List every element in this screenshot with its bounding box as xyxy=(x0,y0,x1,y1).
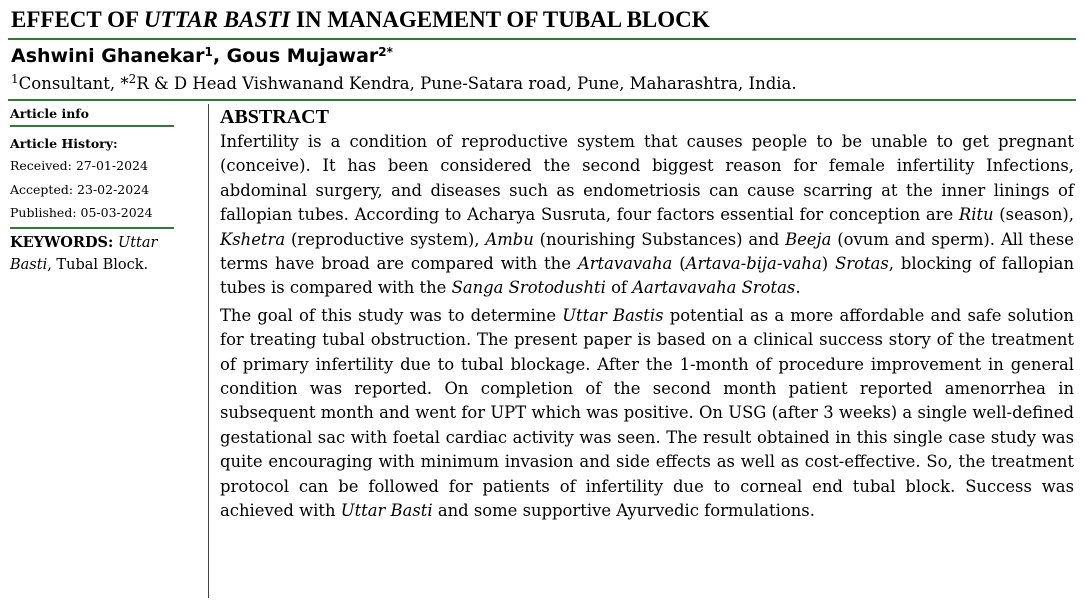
abstract-paragraph xyxy=(220,130,1074,301)
author-affiliation-mark: 2* xyxy=(378,45,393,59)
italic-term: Artavavaha xyxy=(577,254,673,274)
author-name: Ashwini Ghanekar xyxy=(11,45,205,67)
sidebar-divider xyxy=(10,227,174,229)
author-separator: , xyxy=(212,45,227,67)
italic-term: Ritu xyxy=(958,205,994,225)
paragraph-text: , blocking of fallopian tubes is compared with the xyxy=(220,254,1075,298)
title-italic: UTTAR BASTI xyxy=(143,7,291,32)
article-history-heading: Article History: xyxy=(10,136,118,151)
author-name: Gous Mujawar xyxy=(226,45,379,67)
affiliation-divider xyxy=(8,99,1076,101)
affiliation-line xyxy=(11,73,797,95)
abstract-section xyxy=(220,104,1074,524)
italic-term: Aartavavaha Srotas xyxy=(632,278,796,298)
keyword-italic: Uttar Basti xyxy=(10,234,158,273)
affiliation-mark: 1 xyxy=(11,72,19,86)
paragraph-text: of xyxy=(605,278,633,298)
keyword-text: , Tubal Block. xyxy=(47,256,149,273)
title-divider xyxy=(8,38,1076,40)
received-date: Received: 27-01-2024 xyxy=(10,158,148,173)
italic-term: Uttar Basti xyxy=(340,501,433,521)
italic-term: Srotas xyxy=(835,254,889,274)
title-part-2: IN MANAGEMENT OF TUBAL BLOCK xyxy=(290,7,710,32)
paper-title xyxy=(11,6,1075,34)
sidebar-divider xyxy=(10,125,174,127)
italic-term: Uttar Bastis xyxy=(562,305,664,325)
column-divider xyxy=(208,104,209,598)
paragraph-text: (nourishing Substances) and xyxy=(533,229,786,249)
keywords-label: KEYWORDS: xyxy=(10,233,114,251)
abstract-paragraph xyxy=(220,304,1074,524)
affiliation-text: Consultant, * xyxy=(18,74,129,93)
paragraph-text: potential as a more affordable and safe solution for treating tubal obstruction. The present paper is based on a clinical success story of the treatment of primary infertility due to tubal blockage. After the 1-month of procedure improvement in general condition was reported. On completion of the second month patient reported amenorrhea in subsequent month and went for UPT which was positive. On USG (after 3 weeks) a single well-defined gestational sac with foetal cardiac activity was seen. The result obtained in this single case study was quite encouraging with minimum invasion and side effects as well as cost-effective. So, the treatment protocol can be followed for patients of infertility due to corneal end tubal block. Success was achieved with xyxy=(220,305,1074,521)
paragraph-text: ( xyxy=(672,254,686,274)
paragraph-text: and some supportive Ayurvedic formulations. xyxy=(432,501,815,521)
accepted-date: Accepted: 23-02-2024 xyxy=(10,181,150,197)
italic-term: Beeja xyxy=(785,229,832,249)
paragraph-text: (reproductive system), xyxy=(285,229,486,249)
paragraph-text: ) xyxy=(821,254,836,274)
paragraph-text: . xyxy=(795,278,801,298)
author-list xyxy=(11,44,393,68)
paragraph-text: (season), xyxy=(993,205,1074,225)
italic-term: Ambu xyxy=(485,229,534,249)
italic-term: Sanga Srotodushti xyxy=(451,278,606,298)
author-affiliation-mark: 1 xyxy=(204,45,213,59)
affiliation-text: R & D Head Vishwanand Kendra, Pune-Satara road, Pune, Maharashtra, India. xyxy=(136,74,797,93)
paragraph-text: Infertility is a condition of reproductive system that causes people to be unable to get pregnant (conceive). It has been considered the second biggest reason for female infertility Infections, abdominal surgery, and diseases such as endometriosis can cause scarring at the inner linings of fallopian tubes. According to Acharya Susruta, four factors essential for conception are xyxy=(220,132,1074,225)
keywords xyxy=(10,232,174,276)
paragraph-text: (ovum and sperm). All these terms have broad are compared with the xyxy=(220,229,1074,274)
published-date: Published: 05-03-2024 xyxy=(10,205,153,220)
paragraph-text: The goal of this study was to determine xyxy=(220,305,563,325)
abstract-heading: ABSTRACT xyxy=(220,106,329,128)
article-info-heading: Article info xyxy=(10,106,90,121)
title-part-1: EFFECT OF xyxy=(11,7,144,32)
article-info-sidebar xyxy=(10,105,174,276)
italic-term: Artava-bija-vaha xyxy=(685,254,822,274)
affiliation-mark: 2 xyxy=(128,72,137,86)
italic-term: Kshetra xyxy=(220,229,286,249)
